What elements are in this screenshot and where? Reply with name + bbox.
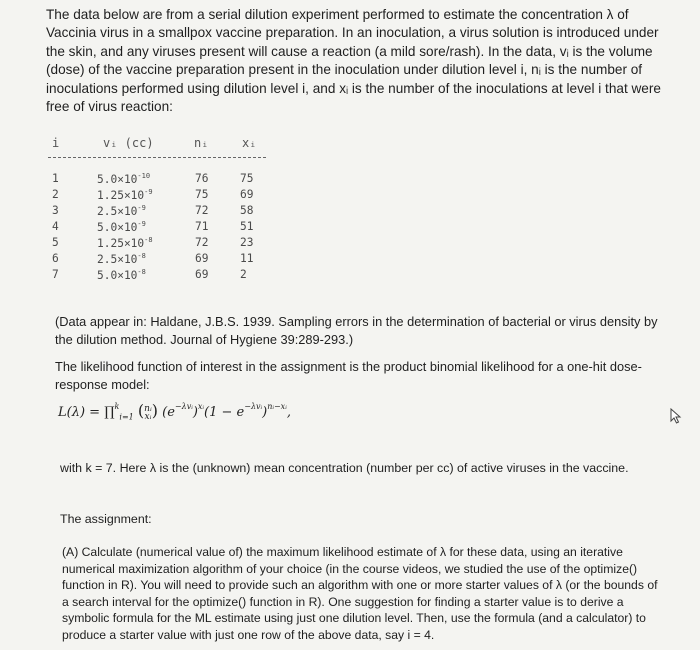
formula-term2: (1 − e	[204, 405, 245, 420]
assignment-heading: The assignment:	[60, 512, 152, 526]
with-k-paragraph: with k = 7. Here λ is the (unknown) mean concentration (number per cc) of active viruses in the vaccine.	[60, 461, 629, 475]
mouse-cursor-icon	[668, 408, 682, 424]
header-x: xᵢ	[242, 136, 257, 150]
intro-paragraph: The data below are from a serial dilution experiment performed to estimate the concentration λ of Vaccinia virus in a smallpox vaccine preparation. In an inoculation, a virus solution is introduced under the skin, and any viruses present will cause a reaction (a mild sore/rash). In the data, vᵢ is the volume (dose) of the vaccine preparation present in the inoculation under dilution level i, nᵢ is the number of inoculations performed using dilution level i, and xᵢ is the number of the inoculations at level i that were free of virus reaction:	[46, 7, 661, 115]
formula-product-upper: k	[114, 402, 120, 411]
table-row: 2 $1.25\times 10^{-9}$ 75 69	[52, 188, 254, 202]
table-row: 5 $1.25\times 10^{-8}$ 72 23	[52, 236, 254, 250]
table-row: 7 $5.0\times 10^{-8}$ 69 2	[52, 268, 247, 282]
citation-paragraph: (Data appear in: Haldane, J.B.S. 1939. Sampling errors in the determination of bacterial or virus density by the dilution method. Journal of Hygiene 39:289-293.)	[55, 314, 658, 347]
table-row: 3 $2.5\times 10^{-9}$ 72 58	[52, 204, 254, 218]
formula-binomial: nᵢ xᵢ	[144, 403, 152, 422]
likelihood-intro-paragraph: The likelihood function of interest in the assignment is the product binomial likelihood for a one-hit dose-response model:	[55, 359, 642, 392]
assignment-part-a: (A) Calculate (numerical value of) the maximum likelihood estimate of λ for these data, using an iterative numerical maximization algorithm of your choice (in the course videos, we studied the use of the optimize() function in R). You will need to provide such an algorithm with one or more starter values of λ (or the bounds of a search interval for the optimize() function in R). One suggestion for finding a starter value is to derive a symbolic formula for the ML estimate using just one dilution level. Then, use the formula (and a calculator) to produce a starter value with just one row of the above data, say i = 4.	[62, 545, 658, 642]
header-divider	[48, 157, 266, 158]
table-row: 6 $2.5\times 10^{-8}$ 69 11	[52, 252, 254, 266]
formula-product-lower: i=1	[119, 412, 134, 422]
formula-term1: (e	[162, 405, 175, 420]
table-row: 4 $5.0\times 10^{-9}$ 71 51	[52, 220, 254, 234]
formula-product-symbol: ∏	[104, 405, 115, 420]
table-row: 1 $5.0\times 10^{-10}$ 76 75	[52, 172, 254, 186]
formula-lhs: L(λ) =	[58, 405, 105, 420]
likelihood-formula: L(λ) = ∏$^k_{i=1}$ (nᵢ xᵢ) $(e^{-\lambda vᵢ})^{xᵢ}(1 - e^{-\lambda vᵢ})^{nᵢ-xᵢ}$,	[58, 401, 291, 422]
header-v: vᵢ (cc)	[103, 136, 154, 150]
header-i: i	[52, 136, 60, 150]
dilution-data-table	[46, 132, 271, 292]
header-n: nᵢ	[194, 136, 209, 150]
